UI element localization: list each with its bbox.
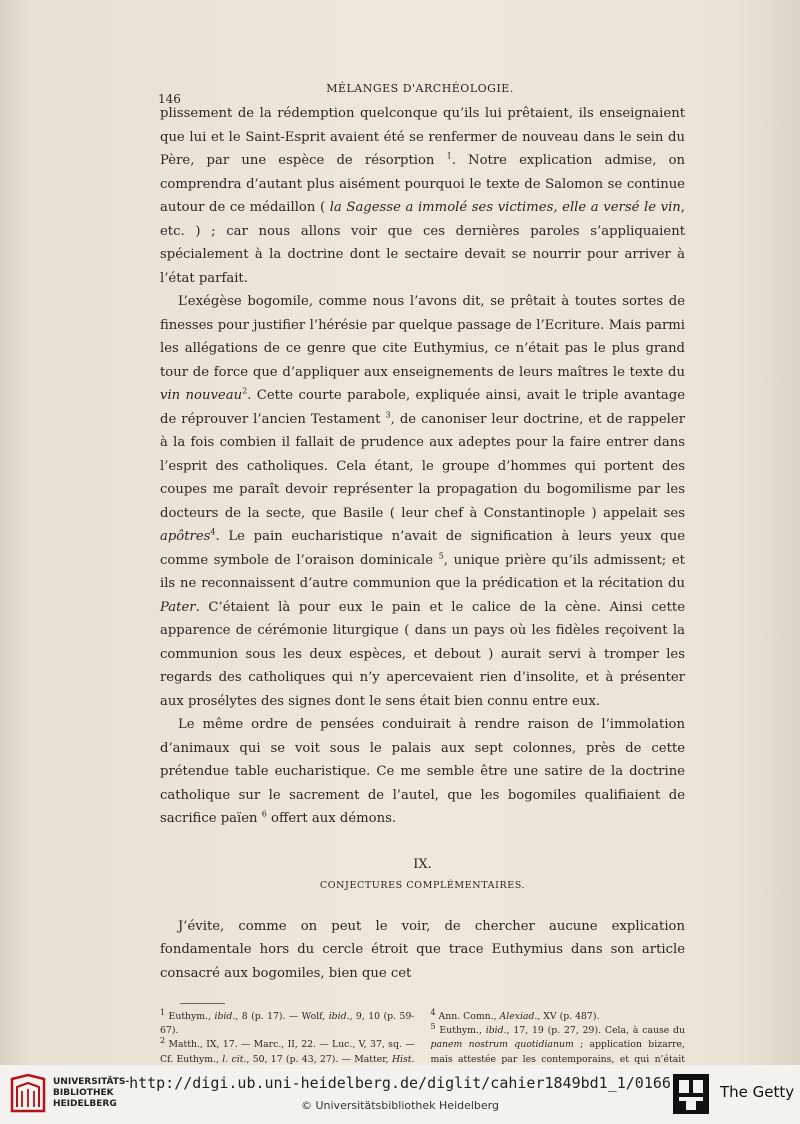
text-run: ; application bizarre, mais attestée par les contemporains, et qui n’était (430, 1039, 685, 1065)
text-run: Le même ordre de pensées conduirait à rendre raison de l’immolation d’animaux qui se voit sous le palais aux sept colonnes, près de cette prétendue table eucharistique. Ce me semble être une satire de la doctrine catholique sur le sacrement de l’autel, que les bogomiles qualifiaient de sacrifice païen (160, 717, 685, 826)
footnote-ref: 1 (160, 1007, 166, 1017)
text-run: , XV (p. 487). (537, 1011, 600, 1022)
partner-name: The Getty (720, 1083, 795, 1101)
footnote-ref: 3 (385, 410, 391, 420)
text-run: , 8 (p. 17). — Wolf, (235, 1011, 329, 1022)
footnote (160, 1007, 415, 1038)
italic-text: la Sagesse a immolé ses victimes, elle a versé le vin (329, 200, 681, 215)
footnotes-right-column (430, 1007, 686, 1065)
text-run: Euthym., (165, 1011, 215, 1022)
footnote-ref: 6 (261, 809, 267, 819)
footnote-ref: 4 (430, 1007, 436, 1017)
page-header (150, 80, 690, 106)
text-run: . C’étaient là pour eux le pain et le calice de la cène. Ainsi cette apparence de cérémonie liturgique ( dans un pays où les fidèles reçoivent la communion sous les deux espèces, et debout ) aurait servi à tromper les regards des catholiques qui n’y apercevaient rien d’insolite, et à présenter aux prosélytes des signes dont le sens était bien connu entre eux. (160, 599, 685, 709)
footnote-ref: 2 (160, 1036, 166, 1046)
text-run: . Le pain eucharistique n’avait de signification à leurs yeux que comme symbole de l’oraison dominicale (160, 529, 685, 568)
viewer-bar (0, 1065, 800, 1124)
section-number: IX. (413, 856, 432, 872)
footnote-ref: 4 (210, 527, 216, 537)
text-run: . Notre explication admise, on comprendra d’autant plus aisément pourquoi le texte de Salomon se continue autour de ce médaillon ( (160, 153, 685, 215)
text-run: , unique prière qu’ils admissent; et ils ne reconnaissent d’autre communion que la prédication et la récitation du (160, 552, 685, 591)
italic-text: panem nostrum quotidianum (430, 1039, 574, 1051)
paragraph (160, 713, 685, 831)
italic-text: Pater (160, 599, 196, 615)
footnotes-left-column (160, 1007, 415, 1065)
text-run: Euthym., (435, 1025, 486, 1037)
running-title: MÉLANGES D'ARCHÉOLOGIE. (326, 82, 514, 95)
italic-text: Alexiad. (499, 1011, 538, 1022)
italic-text: l. cit. (222, 1053, 247, 1065)
page-body (160, 102, 685, 1065)
footnotes (160, 1007, 685, 1065)
text-run: Matth., IX, 17. — Marc., II, 22. — Luc., V, 37, sq. — Cf. Euthym., (160, 1039, 415, 1065)
italic-text: ibid. (214, 1011, 236, 1022)
footnote-ref: 5 (438, 551, 444, 561)
italic-text: Hist. (391, 1053, 415, 1065)
footnote-ref: 2 (242, 386, 248, 396)
footnote-ref: 5 (430, 1022, 436, 1032)
getty-logo-icon (672, 1073, 710, 1115)
closing-paragraph: J’évite, comme on peut le voir, de chercher aucune explication fondamentale hors du cercle étroit que trace Euthymius dans son article consacré aux bogomiles, bien que cet (160, 918, 685, 981)
text-run: , etc. ) ; car nous allons voir que ces dernières paroles s’appliquaient spécialement à la doctrine dont le sectaire devait se nourrir pour arriver à l’état parfait. (160, 200, 685, 286)
section-title: CONJECTURES COMPLÉMENTAIRES. (319, 879, 526, 891)
text-run: , 9, 10 (p. 59-67). (160, 1011, 415, 1037)
copyright-notice: © Universitätsbibliothek Heidelberg (300, 1099, 499, 1112)
footnote (431, 1024, 686, 1065)
italic-text: ibid. (485, 1025, 507, 1037)
text-run: , 50, 17 (p. 43, 27). — Matter, (246, 1053, 392, 1065)
footnote-ref: 1 (446, 151, 452, 161)
text-run: Ann. Comn., (435, 1011, 500, 1022)
text-run: , 17, 19 (p. 27, 29). Cela, à cause du (506, 1025, 685, 1037)
footnote-rule (180, 1003, 225, 1004)
permalink-url[interactable]: http://digi.ub.uni-heidelberg.de/diglit/cahier1849bd1_1/0166 (129, 1074, 671, 1092)
paragraph (160, 290, 685, 713)
italic-text: apôtres (160, 529, 211, 544)
text-run: , de canoniser leur doctrine, et de rappeler à la fois combien il fallait de prudence aux adeptes pour la faire entrer dans l’esprit des catholiques. Cela étant, le groupe d’hommes qui portent des coupes me paraît devoir représenter la propagation du bogomilisme par les docteurs de la secte, que Basile ( leur chef à Constantinople ) appelait ses (160, 411, 685, 521)
text-run: plissement de la rédemption quelconque qu’ils lui prêtaient, ils enseignaient que lui et le Saint-Esprit avaient été se renfermer de nouveau dans le sein du Père, par une espèce de résorption (160, 106, 685, 168)
italic-text: vin nouveau (160, 388, 243, 403)
text-run: . Cette courte parabole, expliquée ainsi, avait le triple avantage de réprouver l’ancien Testament (160, 388, 685, 427)
paragraph (160, 102, 685, 290)
book-page (150, 60, 690, 1065)
library-name: UNIVERSITÄTS- BIBLIOTHEK HEIDELBERG (53, 1077, 130, 1109)
italic-text: ibid. (328, 1011, 350, 1022)
text-run: L’exégèse bogomile, comme nous l’avons dit, se prêtait à toutes sortes de finesses pour justifier l’hérésie par quelque passage de l’Ecriture. Mais parmi les allégations de ce genre que cite Euthymius, ce n’était pas le plus grand tour de force que d’appliquer aux enseignements de leurs maîtres le texte du (160, 294, 685, 380)
page-number: 146 (158, 92, 181, 106)
text-run: offert aux démons. (266, 811, 397, 826)
footnote (430, 1007, 686, 1024)
footnote (160, 1038, 415, 1065)
